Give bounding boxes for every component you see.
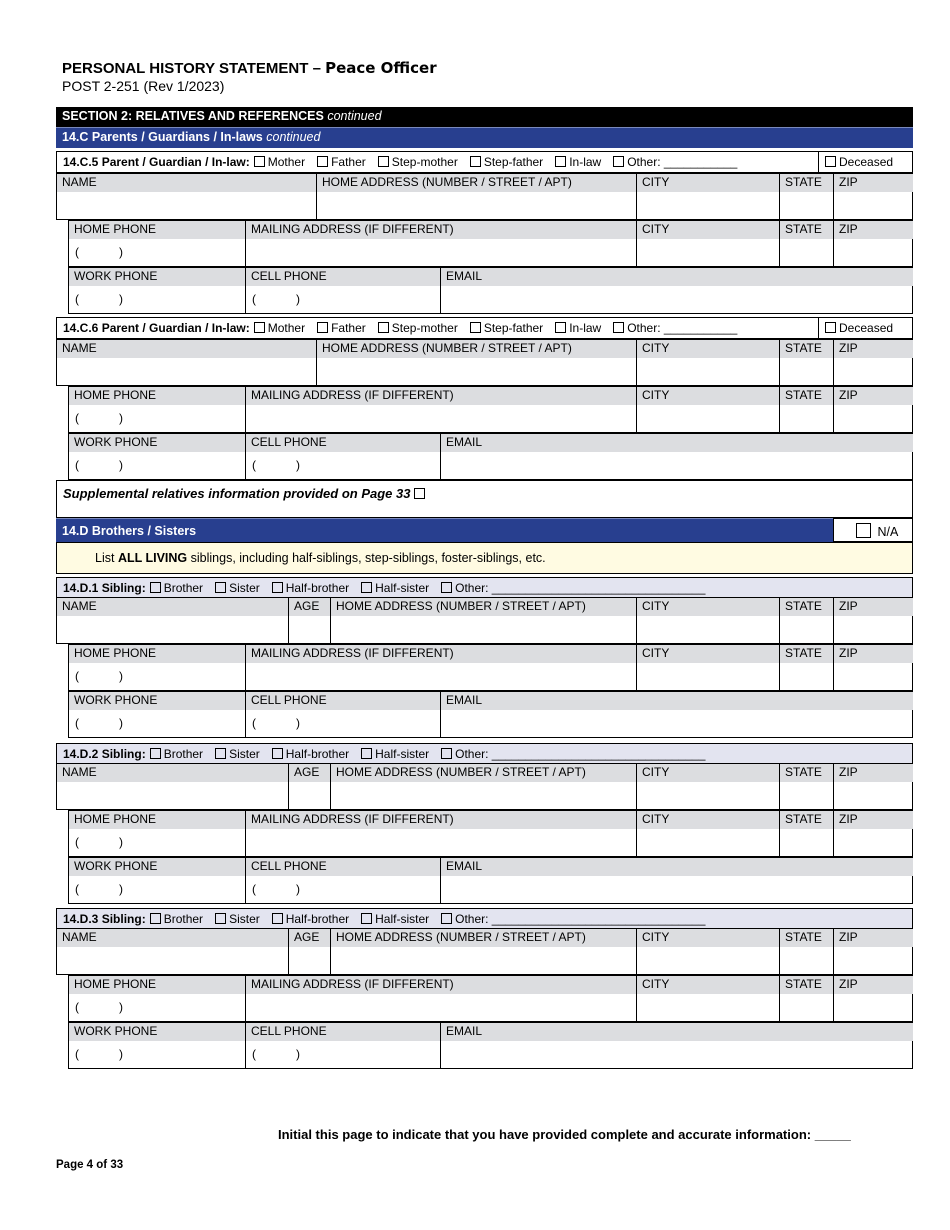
home-address-cell-label: HOME ADDRESS (NUMBER / STREET / APT) bbox=[331, 598, 636, 616]
checkbox-icon[interactable] bbox=[825, 156, 836, 167]
mailing-address-cell[interactable] bbox=[246, 645, 637, 690]
email-cell-label: EMAIL bbox=[441, 434, 913, 452]
checkbox-icon[interactable] bbox=[613, 322, 624, 333]
home-address-cell[interactable] bbox=[331, 764, 637, 809]
name-cell-label: NAME bbox=[57, 764, 288, 782]
zip-cell[interactable] bbox=[834, 764, 913, 809]
email-cell-label: EMAIL bbox=[441, 268, 913, 286]
sibling-type-option[interactable]: Half-brother bbox=[272, 912, 349, 926]
checkbox-icon[interactable] bbox=[150, 913, 161, 924]
mailing-address-cell[interactable] bbox=[246, 811, 637, 856]
name-cell[interactable] bbox=[57, 174, 317, 219]
email-cell[interactable] bbox=[441, 858, 913, 903]
deceased-box[interactable]: Deceased bbox=[818, 317, 913, 339]
parent-type-option[interactable]: Mother bbox=[254, 155, 305, 169]
supplemental-note: Supplemental relatives information provided on Page 33 bbox=[63, 486, 428, 501]
work-phone-cell-value[interactable]: ( ) bbox=[75, 292, 123, 306]
work-phone-cell-value[interactable]: ( ) bbox=[75, 458, 123, 472]
email-cell[interactable] bbox=[441, 434, 913, 479]
mailing-zip-cell-label: ZIP bbox=[834, 645, 913, 663]
mailing-city-cell[interactable] bbox=[637, 221, 780, 266]
parent-type-option[interactable]: Step-father bbox=[470, 155, 543, 169]
checkbox-icon[interactable] bbox=[441, 748, 452, 759]
work-phone-cell-value[interactable]: ( ) bbox=[75, 716, 123, 730]
checkbox-icon[interactable] bbox=[613, 156, 624, 167]
sibling-type-option[interactable]: Half-brother bbox=[272, 747, 349, 761]
zip-cell[interactable] bbox=[834, 598, 913, 643]
cell-phone-cell[interactable] bbox=[246, 858, 441, 903]
name-cell[interactable] bbox=[57, 929, 289, 974]
home-phone-cell-value[interactable]: ( ) bbox=[75, 669, 123, 683]
section-bar: SECTION 2: RELATIVES AND REFERENCES continued bbox=[56, 107, 913, 127]
name-cell-label: NAME bbox=[57, 174, 316, 192]
home-phone-cell-label: HOME PHONE bbox=[69, 645, 245, 663]
parent-type-option[interactable]: Mother bbox=[254, 321, 305, 335]
work-phone-row bbox=[68, 267, 913, 314]
state-cell[interactable] bbox=[780, 929, 834, 974]
cell-phone-cell-value[interactable]: ( ) bbox=[252, 1047, 300, 1061]
home-phone-cell-value[interactable]: ( ) bbox=[75, 835, 123, 849]
name-cell[interactable] bbox=[57, 340, 317, 385]
na-label: N/A bbox=[877, 525, 899, 539]
email-cell-label: EMAIL bbox=[441, 858, 913, 876]
parent-type-option[interactable]: In-law bbox=[555, 155, 601, 169]
city-cell-label: CITY bbox=[637, 174, 779, 192]
mailing-city-cell-label: CITY bbox=[637, 221, 779, 239]
home-phone-cell[interactable] bbox=[69, 811, 246, 856]
home-phone-row bbox=[68, 644, 913, 691]
city-cell-label: CITY bbox=[637, 929, 779, 947]
state-cell-label: STATE bbox=[780, 598, 833, 616]
sibling-type-option[interactable]: Brother bbox=[150, 912, 203, 926]
cell-phone-cell[interactable] bbox=[246, 434, 441, 479]
checkbox-icon[interactable] bbox=[150, 748, 161, 759]
state-cell[interactable] bbox=[780, 764, 834, 809]
zip-cell[interactable] bbox=[834, 340, 913, 385]
home-phone-cell[interactable] bbox=[69, 387, 246, 432]
checkbox-icon[interactable] bbox=[317, 322, 328, 333]
email-cell-label: EMAIL bbox=[441, 692, 913, 710]
checkbox-icon[interactable] bbox=[215, 582, 226, 593]
checkbox-icon[interactable] bbox=[272, 748, 283, 759]
name-cell[interactable] bbox=[57, 598, 289, 643]
zip-cell-label: ZIP bbox=[834, 598, 913, 616]
work-phone-cell-label: WORK PHONE bbox=[69, 858, 245, 876]
subsection-14d-bar: 14.D Brothers / Sisters bbox=[56, 518, 834, 542]
work-phone-row bbox=[68, 857, 913, 904]
sibling-type-option[interactable]: Brother bbox=[150, 747, 203, 761]
checkbox-icon[interactable] bbox=[215, 913, 226, 924]
work-phone-cell-label: WORK PHONE bbox=[69, 1023, 245, 1041]
home-phone-cell[interactable] bbox=[69, 221, 246, 266]
zip-cell[interactable] bbox=[834, 174, 913, 219]
supplemental-checkbox[interactable] bbox=[414, 488, 425, 499]
checkbox-icon[interactable] bbox=[215, 748, 226, 759]
home-address-cell-label: HOME ADDRESS (NUMBER / STREET / APT) bbox=[331, 764, 636, 782]
email-cell[interactable] bbox=[441, 1023, 913, 1068]
home-address-cell-label: HOME ADDRESS (NUMBER / STREET / APT) bbox=[317, 340, 636, 358]
mailing-city-cell-label: CITY bbox=[637, 811, 779, 829]
initial-statement: Initial this page to indicate that you have provided complete and accurate information: _____ bbox=[278, 1127, 851, 1142]
name-cell-label: NAME bbox=[57, 929, 288, 947]
home-address-cell-label: HOME ADDRESS (NUMBER / STREET / APT) bbox=[317, 174, 636, 192]
checkbox-icon[interactable] bbox=[825, 322, 836, 333]
sibling-type-option[interactable]: Sister bbox=[215, 581, 260, 595]
zip-cell-label: ZIP bbox=[834, 764, 913, 782]
sibling-type-option[interactable]: Other: ________________________________ bbox=[441, 581, 705, 595]
work-phone-cell[interactable] bbox=[69, 1023, 246, 1068]
parent-heading: 14.C.5 Parent / Guardian / In-law: Mother Father Step-mother Step-father In-law Other: ___________ bbox=[56, 151, 819, 173]
home-phone-row bbox=[68, 975, 913, 1022]
parent-type-option[interactable]: Step-mother bbox=[378, 321, 458, 335]
work-phone-cell-value[interactable]: ( ) bbox=[75, 882, 123, 896]
home-address-cell[interactable] bbox=[331, 929, 637, 974]
checkbox-icon[interactable] bbox=[150, 582, 161, 593]
mailing-state-cell[interactable] bbox=[780, 645, 834, 690]
home-phone-cell[interactable] bbox=[69, 976, 246, 1021]
email-cell-label: EMAIL bbox=[441, 1023, 913, 1041]
work-phone-cell-label: WORK PHONE bbox=[69, 692, 245, 710]
sibling-type-option[interactable]: Half-sister bbox=[361, 747, 429, 761]
mailing-zip-cell[interactable] bbox=[834, 221, 913, 266]
checkbox-icon[interactable] bbox=[555, 156, 566, 167]
home-phone-row bbox=[68, 386, 913, 433]
home-address-cell[interactable] bbox=[331, 598, 637, 643]
name-cell-label: NAME bbox=[57, 340, 316, 358]
zip-cell[interactable] bbox=[834, 929, 913, 974]
zip-cell-label: ZIP bbox=[834, 174, 913, 192]
cell-phone-cell-label: CELL PHONE bbox=[246, 1023, 440, 1041]
home-phone-row bbox=[68, 220, 913, 267]
checkbox-icon[interactable] bbox=[470, 156, 481, 167]
name-cell-label: NAME bbox=[57, 598, 288, 616]
mailing-state-cell-label: STATE bbox=[780, 221, 833, 239]
sibling-type-option[interactable]: Other: ________________________________ bbox=[441, 747, 705, 761]
supplemental-note-row bbox=[56, 480, 913, 518]
home-address-cell[interactable] bbox=[317, 340, 637, 385]
na-checkbox[interactable] bbox=[856, 523, 871, 538]
work-phone-row bbox=[68, 433, 913, 480]
mailing-state-cell-label: STATE bbox=[780, 976, 833, 994]
checkbox-icon[interactable] bbox=[272, 582, 283, 593]
sibling-type-option[interactable]: Half-sister bbox=[361, 581, 429, 595]
mailing-state-cell[interactable] bbox=[780, 811, 834, 856]
city-cell[interactable] bbox=[637, 929, 780, 974]
home-phone-cell[interactable] bbox=[69, 645, 246, 690]
subsection-14c-bar: 14.C Parents / Guardians / In-laws continued bbox=[56, 127, 913, 148]
mailing-zip-cell[interactable] bbox=[834, 976, 913, 1021]
cell-phone-cell-value[interactable]: ( ) bbox=[252, 716, 300, 730]
zip-cell-label: ZIP bbox=[834, 340, 913, 358]
sibling-heading: 14.D.2 Sibling: Brother Sister Half-brother Half-sister Other: ________________________________ bbox=[56, 743, 913, 763]
form-number: POST 2-251 (Rev 1/2023) bbox=[62, 78, 225, 94]
work-phone-row bbox=[68, 691, 913, 738]
mailing-zip-cell[interactable] bbox=[834, 811, 913, 856]
sibling-name-row bbox=[56, 597, 913, 644]
parent-type-option[interactable]: Step-mother bbox=[378, 155, 458, 169]
sibling-type-option[interactable]: Sister bbox=[215, 747, 260, 761]
parent-type-option[interactable]: Father bbox=[317, 321, 366, 335]
city-cell[interactable] bbox=[637, 340, 780, 385]
parent-type-option[interactable]: Father bbox=[317, 155, 366, 169]
work-phone-row bbox=[68, 1022, 913, 1069]
home-phone-cell-label: HOME PHONE bbox=[69, 221, 245, 239]
checkbox-icon[interactable] bbox=[272, 913, 283, 924]
state-cell[interactable] bbox=[780, 340, 834, 385]
home-phone-cell-value[interactable]: ( ) bbox=[75, 411, 123, 425]
state-cell[interactable] bbox=[780, 174, 834, 219]
cell-phone-cell-label: CELL PHONE bbox=[246, 692, 440, 710]
age-cell-label: AGE bbox=[289, 598, 330, 616]
state-cell-label: STATE bbox=[780, 174, 833, 192]
home-address-cell-label: HOME ADDRESS (NUMBER / STREET / APT) bbox=[331, 929, 636, 947]
mailing-address-cell[interactable] bbox=[246, 976, 637, 1021]
checkbox-icon[interactable] bbox=[555, 322, 566, 333]
mailing-address-cell[interactable] bbox=[246, 221, 637, 266]
checkbox-icon[interactable] bbox=[441, 913, 452, 924]
mailing-state-cell[interactable] bbox=[780, 387, 834, 432]
mailing-state-cell-label: STATE bbox=[780, 387, 833, 405]
mailing-address-cell-label: MAILING ADDRESS (IF DIFFERENT) bbox=[246, 387, 636, 405]
mailing-zip-cell-label: ZIP bbox=[834, 811, 913, 829]
mailing-address-cell-label: MAILING ADDRESS (IF DIFFERENT) bbox=[246, 976, 636, 994]
city-cell[interactable] bbox=[637, 174, 780, 219]
mailing-zip-cell[interactable] bbox=[834, 387, 913, 432]
parent-type-option[interactable]: Other: ___________ bbox=[613, 155, 737, 169]
age-cell[interactable] bbox=[289, 764, 331, 809]
checkbox-icon[interactable] bbox=[317, 156, 328, 167]
work-phone-cell[interactable] bbox=[69, 858, 246, 903]
mailing-city-cell-label: CITY bbox=[637, 645, 779, 663]
home-phone-row bbox=[68, 810, 913, 857]
mailing-city-cell-label: CITY bbox=[637, 976, 779, 994]
sibling-type-option[interactable]: Half-sister bbox=[361, 912, 429, 926]
cell-phone-cell[interactable] bbox=[246, 692, 441, 737]
mailing-city-cell[interactable] bbox=[637, 976, 780, 1021]
checkbox-icon[interactable] bbox=[361, 913, 372, 924]
checkbox-icon[interactable] bbox=[441, 582, 452, 593]
mailing-city-cell[interactable] bbox=[637, 387, 780, 432]
city-cell-label: CITY bbox=[637, 598, 779, 616]
mailing-zip-cell-label: ZIP bbox=[834, 976, 913, 994]
home-phone-cell-label: HOME PHONE bbox=[69, 387, 245, 405]
sibling-type-option[interactable]: Other: ________________________________ bbox=[441, 912, 705, 926]
work-phone-cell[interactable] bbox=[69, 692, 246, 737]
mailing-city-cell-label: CITY bbox=[637, 387, 779, 405]
city-cell-label: CITY bbox=[637, 764, 779, 782]
parent-type-option[interactable]: In-law bbox=[555, 321, 601, 335]
deceased-box[interactable]: Deceased bbox=[818, 151, 913, 173]
city-cell[interactable] bbox=[637, 598, 780, 643]
parent-type-option[interactable]: Other: ___________ bbox=[613, 321, 737, 335]
sibling-type-option[interactable]: Brother bbox=[150, 581, 203, 595]
parent-name-row bbox=[56, 173, 913, 220]
age-cell-label: AGE bbox=[289, 764, 330, 782]
mailing-state-cell-label: STATE bbox=[780, 811, 833, 829]
name-cell[interactable] bbox=[57, 764, 289, 809]
mailing-address-cell-label: MAILING ADDRESS (IF DIFFERENT) bbox=[246, 645, 636, 663]
sibling-name-row bbox=[56, 928, 913, 975]
mailing-state-cell[interactable] bbox=[780, 976, 834, 1021]
home-phone-cell-value[interactable]: ( ) bbox=[75, 1000, 123, 1014]
age-cell-label: AGE bbox=[289, 929, 330, 947]
mailing-address-cell-label: MAILING ADDRESS (IF DIFFERENT) bbox=[246, 811, 636, 829]
cell-phone-cell-value[interactable]: ( ) bbox=[252, 882, 300, 896]
work-phone-cell-value[interactable]: ( ) bbox=[75, 1047, 123, 1061]
mailing-city-cell[interactable] bbox=[637, 645, 780, 690]
work-phone-cell[interactable] bbox=[69, 434, 246, 479]
work-phone-cell[interactable] bbox=[69, 268, 246, 313]
parent-type-option[interactable]: Step-father bbox=[470, 321, 543, 335]
state-cell[interactable] bbox=[780, 598, 834, 643]
sibling-name-row bbox=[56, 763, 913, 810]
cell-phone-cell-label: CELL PHONE bbox=[246, 858, 440, 876]
cell-phone-cell-value[interactable]: ( ) bbox=[252, 458, 300, 472]
zip-cell-label: ZIP bbox=[834, 929, 913, 947]
mailing-state-cell-label: STATE bbox=[780, 645, 833, 663]
mailing-address-cell[interactable] bbox=[246, 387, 637, 432]
checkbox-icon[interactable] bbox=[378, 322, 389, 333]
checkbox-icon[interactable] bbox=[254, 322, 265, 333]
home-address-cell[interactable] bbox=[317, 174, 637, 219]
state-cell-label: STATE bbox=[780, 929, 833, 947]
sibling-heading: 14.D.1 Sibling: Brother Sister Half-brother Half-sister Other: ________________________________ bbox=[56, 577, 913, 597]
cell-phone-cell[interactable] bbox=[246, 268, 441, 313]
email-cell[interactable] bbox=[441, 268, 913, 313]
parent-name-row bbox=[56, 339, 913, 386]
checkbox-icon[interactable] bbox=[378, 156, 389, 167]
state-cell-label: STATE bbox=[780, 764, 833, 782]
checkbox-icon[interactable] bbox=[361, 748, 372, 759]
age-cell[interactable] bbox=[289, 598, 331, 643]
email-cell[interactable] bbox=[441, 692, 913, 737]
form-title: PERSONAL HISTORY STATEMENT – Peace Officer bbox=[62, 59, 437, 77]
mailing-zip-cell-label: ZIP bbox=[834, 387, 913, 405]
work-phone-cell-label: WORK PHONE bbox=[69, 268, 245, 286]
mailing-zip-cell[interactable] bbox=[834, 645, 913, 690]
sibling-instruction: List ALL LIVING siblings, including half-siblings, step-siblings, foster-siblings, etc. bbox=[56, 542, 913, 574]
state-cell-label: STATE bbox=[780, 340, 833, 358]
age-cell[interactable] bbox=[289, 929, 331, 974]
city-cell-label: CITY bbox=[637, 340, 779, 358]
cell-phone-cell[interactable] bbox=[246, 1023, 441, 1068]
home-phone-cell-label: HOME PHONE bbox=[69, 976, 245, 994]
mailing-address-cell-label: MAILING ADDRESS (IF DIFFERENT) bbox=[246, 221, 636, 239]
mailing-zip-cell-label: ZIP bbox=[834, 221, 913, 239]
checkbox-icon[interactable] bbox=[254, 156, 265, 167]
home-phone-cell-value[interactable]: ( ) bbox=[75, 245, 123, 259]
sibling-heading: 14.D.3 Sibling: Brother Sister Half-brother Half-sister Other: ________________________________ bbox=[56, 908, 913, 928]
sibling-type-option[interactable]: Sister bbox=[215, 912, 260, 926]
cell-phone-cell-label: CELL PHONE bbox=[246, 268, 440, 286]
checkbox-icon[interactable] bbox=[470, 322, 481, 333]
sibling-type-option[interactable]: Half-brother bbox=[272, 581, 349, 595]
city-cell[interactable] bbox=[637, 764, 780, 809]
home-phone-cell-label: HOME PHONE bbox=[69, 811, 245, 829]
mailing-state-cell[interactable] bbox=[780, 221, 834, 266]
na-box bbox=[833, 518, 913, 542]
cell-phone-cell-label: CELL PHONE bbox=[246, 434, 440, 452]
cell-phone-cell-value[interactable]: ( ) bbox=[252, 292, 300, 306]
work-phone-cell-label: WORK PHONE bbox=[69, 434, 245, 452]
page-number: Page 4 of 33 bbox=[56, 1159, 124, 1171]
checkbox-icon[interactable] bbox=[361, 582, 372, 593]
parent-heading: 14.C.6 Parent / Guardian / In-law: Mother Father Step-mother Step-father In-law Other: ___________ bbox=[56, 317, 819, 339]
mailing-city-cell[interactable] bbox=[637, 811, 780, 856]
